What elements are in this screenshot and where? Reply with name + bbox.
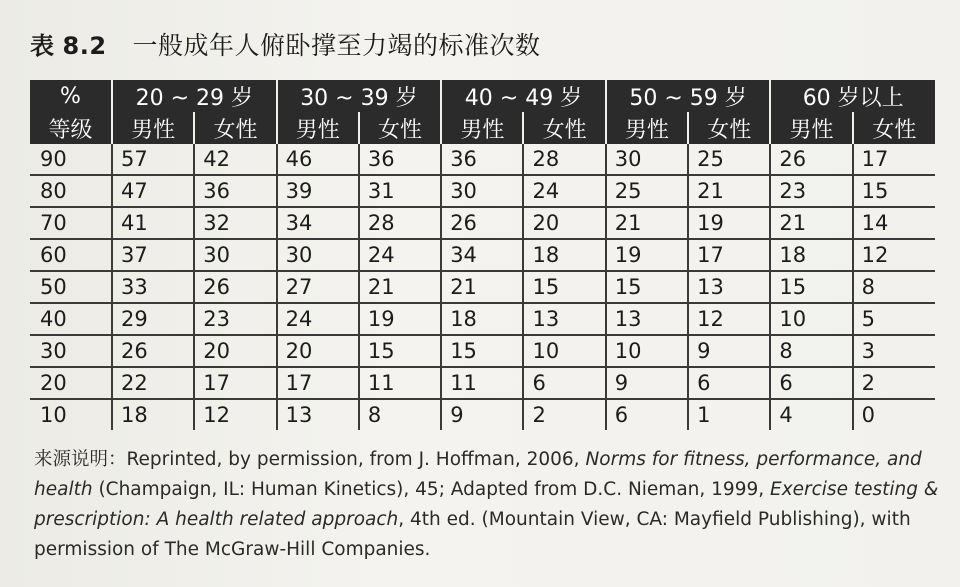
female-value-cell: 20 <box>194 335 276 367</box>
male-value-cell: 8 <box>770 335 852 367</box>
grade-cell: 30 <box>30 335 112 367</box>
female-value-cell: 21 <box>688 175 770 207</box>
female-value-cell: 6 <box>688 367 770 399</box>
female-value-cell: 17 <box>194 367 276 399</box>
title-text: 一般成年人俯卧撑至力竭的标准次数 <box>132 31 541 60</box>
female-value-cell: 11 <box>359 367 441 399</box>
female-value-cell: 15 <box>853 175 935 207</box>
source-text: Reprinted, by permission, from J. Hoffman, 2006, <box>126 449 586 470</box>
male-value-cell: 22 <box>112 367 194 399</box>
table-row <box>30 144 935 175</box>
grade-cell: 20 <box>30 367 112 399</box>
age-group-header: 50 ~ 59 岁 <box>606 80 771 112</box>
female-value-cell: 25 <box>688 144 770 175</box>
table-body <box>30 144 935 430</box>
female-value-cell: 8 <box>853 271 935 303</box>
male-value-cell: 15 <box>770 271 852 303</box>
female-value-cell: 17 <box>853 144 935 175</box>
male-value-cell: 20 <box>277 335 359 367</box>
male-value-cell: 25 <box>606 175 688 207</box>
male-value-cell: 19 <box>606 239 688 271</box>
female-value-cell: 42 <box>194 144 276 175</box>
male-value-cell: 26 <box>112 335 194 367</box>
female-value-cell: 32 <box>194 207 276 239</box>
male-value-cell: 6 <box>770 367 852 399</box>
table-row <box>30 175 935 207</box>
age-group-header: 30 ~ 39 岁 <box>277 80 442 112</box>
female-value-cell: 36 <box>194 175 276 207</box>
male-value-cell: 26 <box>770 144 852 175</box>
male-header: 男性 <box>277 112 359 144</box>
male-value-cell: 9 <box>606 367 688 399</box>
female-value-cell: 13 <box>688 271 770 303</box>
female-value-cell: 26 <box>194 271 276 303</box>
male-value-cell: 41 <box>112 207 194 239</box>
table-row <box>30 207 935 239</box>
female-value-cell: 10 <box>523 335 605 367</box>
table-row <box>30 303 935 335</box>
grade-cell: 60 <box>30 239 112 271</box>
female-value-cell: 9 <box>688 335 770 367</box>
female-value-cell: 13 <box>523 303 605 335</box>
female-value-cell: 0 <box>853 399 935 430</box>
title-number: 8.2 <box>62 32 107 60</box>
male-value-cell: 34 <box>277 207 359 239</box>
male-value-cell: 30 <box>606 144 688 175</box>
male-value-cell: 18 <box>441 303 523 335</box>
male-header: 男性 <box>606 112 688 144</box>
male-value-cell: 57 <box>112 144 194 175</box>
title-label: 表 <box>30 32 55 60</box>
male-value-cell: 26 <box>441 207 523 239</box>
source-label: 来源说明： <box>34 449 127 470</box>
male-header: 男性 <box>441 112 523 144</box>
table-row <box>30 239 935 271</box>
grade-cell: 10 <box>40 403 67 427</box>
male-value-cell: 21 <box>606 207 688 239</box>
female-value-cell: 12 <box>853 239 935 271</box>
pushup-norms-table <box>30 80 935 430</box>
grade-cell: 50 <box>30 271 112 303</box>
grade-cell: 90 <box>30 144 112 175</box>
male-value-cell: 21 <box>770 207 852 239</box>
female-value-cell: 12 <box>688 303 770 335</box>
female-value-cell: 31 <box>359 175 441 207</box>
age-group-header: 20 ~ 29 岁 <box>112 80 277 112</box>
male-value-cell: 10 <box>770 303 852 335</box>
female-value-cell: 18 <box>523 239 605 271</box>
grade-cell: 80 <box>30 175 112 207</box>
table-row <box>30 335 935 367</box>
male-value-cell: 29 <box>112 303 194 335</box>
male-value-cell: 17 <box>277 367 359 399</box>
table-row <box>30 367 935 399</box>
female-value-cell: 12 <box>194 399 276 430</box>
female-value-cell: 19 <box>688 207 770 239</box>
male-value-cell: 30 <box>277 239 359 271</box>
gender-header-row <box>30 112 935 144</box>
male-value-cell: 36 <box>441 144 523 175</box>
table-title <box>30 26 541 62</box>
table-row <box>30 271 935 303</box>
female-value-cell: 30 <box>194 239 276 271</box>
female-value-cell: 15 <box>523 271 605 303</box>
male-value-cell: 30 <box>441 175 523 207</box>
percent-header: % <box>30 80 112 112</box>
female-value-cell: 23 <box>194 303 276 335</box>
female-value-cell: 15 <box>359 335 441 367</box>
female-value-cell: 28 <box>523 144 605 175</box>
female-value-cell: 8 <box>359 399 441 430</box>
female-value-cell: 1 <box>688 399 770 430</box>
grade-header: 等级 <box>30 112 112 144</box>
male-value-cell: 15 <box>606 271 688 303</box>
source-title-italic: Exercise testing & prescription: A health related approach <box>34 479 939 530</box>
source-title-italic: Norms for fitness, performance, and health <box>34 449 922 500</box>
age-group-header-row <box>30 80 935 112</box>
male-value-cell: 9 <box>441 399 523 430</box>
source-text: , 4th ed. (Mountain View, CA: Mayfield Publishing), with permission of The McGraw-Hill Companies. <box>34 509 911 560</box>
male-value-cell: 47 <box>112 175 194 207</box>
female-value-cell: 21 <box>359 271 441 303</box>
female-value-cell: 14 <box>853 207 935 239</box>
male-value-cell: 23 <box>770 175 852 207</box>
male-value-cell: 18 <box>112 399 194 430</box>
female-value-cell: 3 <box>853 335 935 367</box>
male-value-cell: 11 <box>441 367 523 399</box>
male-value-cell: 37 <box>112 239 194 271</box>
female-header: 女性 <box>523 112 605 144</box>
female-value-cell: 19 <box>359 303 441 335</box>
male-value-cell: 21 <box>441 271 523 303</box>
male-value-cell: 33 <box>112 271 194 303</box>
female-header: 女性 <box>688 112 770 144</box>
male-value-cell: 39 <box>277 175 359 207</box>
male-value-cell: 15 <box>441 335 523 367</box>
male-value-cell: 6 <box>606 399 688 430</box>
age-group-header: 40 ~ 49 岁 <box>441 80 606 112</box>
female-value-cell: 2 <box>853 367 935 399</box>
male-value-cell: 10 <box>606 335 688 367</box>
female-header: 女性 <box>853 112 935 144</box>
female-value-cell: 6 <box>523 367 605 399</box>
male-header: 男性 <box>112 112 194 144</box>
male-value-cell: 27 <box>277 271 359 303</box>
grade-cell: 40 <box>30 303 112 335</box>
female-value-cell: 2 <box>523 399 605 430</box>
male-value-cell: 34 <box>441 239 523 271</box>
female-header: 女性 <box>359 112 441 144</box>
male-header: 男性 <box>770 112 852 144</box>
female-value-cell: 28 <box>359 207 441 239</box>
male-value-cell: 46 <box>277 144 359 175</box>
male-value-cell: 13 <box>277 399 359 430</box>
age-group-header: 60 岁以上 <box>770 80 935 112</box>
source-note <box>34 445 939 565</box>
source-text: (Champaign, IL: Human Kinetics), 45; Adapted from D.C. Nieman, 1999, <box>92 479 770 500</box>
female-value-cell: 24 <box>523 175 605 207</box>
male-value-cell: 18 <box>770 239 852 271</box>
male-value-cell: 13 <box>606 303 688 335</box>
male-value-cell: 24 <box>277 303 359 335</box>
female-value-cell: 20 <box>523 207 605 239</box>
female-value-cell: 5 <box>853 303 935 335</box>
female-value-cell: 36 <box>359 144 441 175</box>
female-value-cell: 24 <box>359 239 441 271</box>
female-value-cell: 17 <box>688 239 770 271</box>
table-row <box>30 399 935 430</box>
male-value-cell: 4 <box>770 399 852 430</box>
grade-cell: 70 <box>30 207 112 239</box>
female-header: 女性 <box>194 112 276 144</box>
